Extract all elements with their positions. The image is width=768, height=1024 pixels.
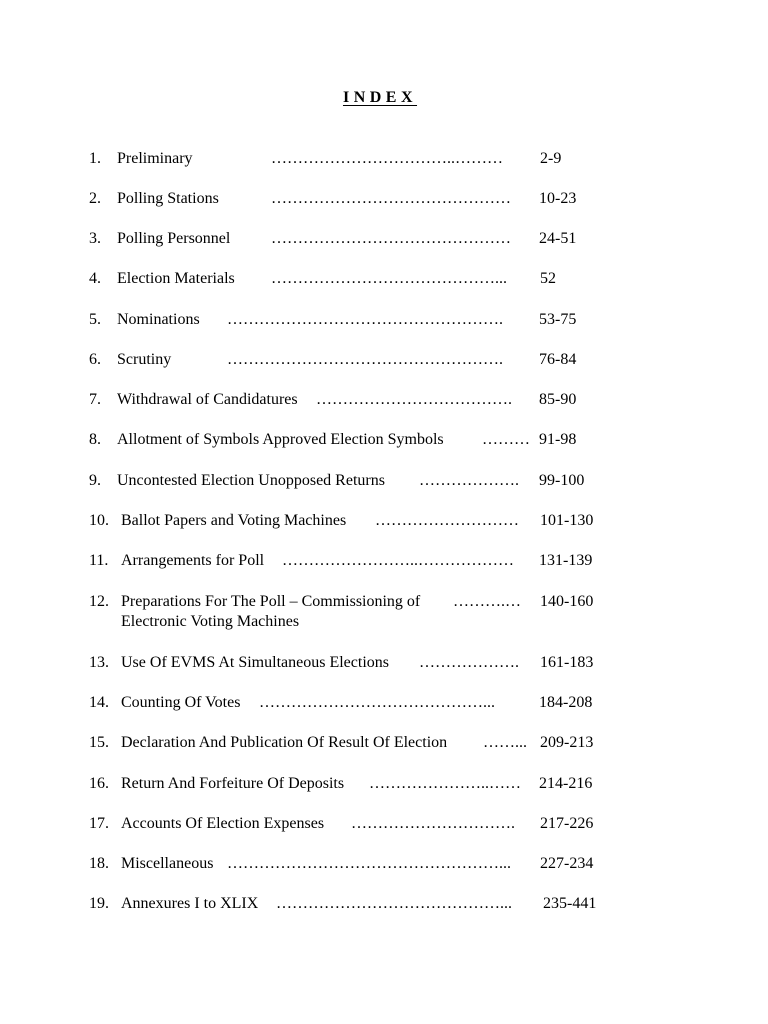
- entry-label: Scrutiny: [117, 351, 172, 368]
- entry-pages: 217-226: [540, 815, 594, 832]
- entry-pages: 24-51: [539, 230, 577, 247]
- toc-entry-7: [0, 389, 768, 411]
- toc-entry-15: [0, 732, 768, 754]
- entry-pages: 52: [540, 270, 556, 287]
- entry-number: 10.: [89, 512, 109, 529]
- entry-label: Preliminary: [117, 150, 193, 167]
- entry-label: Allotment of Symbols Approved Election Symbols: [117, 431, 444, 448]
- entry-number: 2.: [89, 190, 101, 207]
- entry-number: 8.: [89, 431, 101, 448]
- toc-entry-4: [0, 268, 768, 290]
- entry-number: 18.: [89, 855, 109, 872]
- dot-leader: ……………….: [419, 472, 519, 489]
- entry-label: Counting Of Votes: [121, 694, 241, 711]
- dot-leader: ……………………………..………: [271, 150, 503, 167]
- entry-label: Polling Personnel: [117, 230, 231, 247]
- entry-number: 16.: [89, 775, 109, 792]
- entry-pages: 85-90: [539, 391, 577, 408]
- toc-entry-14: [0, 692, 768, 714]
- entry-label-continuation: Electronic Voting Machines: [121, 613, 300, 630]
- dot-leader: ……….…: [453, 593, 521, 610]
- dot-leader: ……………………..………………: [282, 552, 514, 569]
- entry-label: Withdrawal of Candidatures: [117, 391, 298, 408]
- entry-label: Annexures I to XLIX: [121, 895, 259, 912]
- dot-leader: …………………………………………….: [227, 351, 503, 368]
- dot-leader: ………: [482, 431, 530, 448]
- entry-pages: 101-130: [540, 512, 594, 529]
- entry-label: Uncontested Election Unopposed Returns: [117, 472, 385, 489]
- toc-entry-3: [0, 228, 768, 250]
- dot-leader: ……………………………….: [316, 391, 512, 408]
- entry-pages: 91-98: [539, 431, 577, 448]
- toc-entry-12: [0, 591, 768, 633]
- entry-number: 4.: [89, 270, 101, 287]
- entry-label: Ballot Papers and Voting Machines: [121, 512, 347, 529]
- toc-entry-6: [0, 349, 768, 371]
- entry-label: Arrangements for Poll: [121, 552, 265, 569]
- dot-leader: …………………..……: [369, 775, 521, 792]
- entry-number: 17.: [89, 815, 109, 832]
- entry-pages: 131-139: [539, 552, 593, 569]
- toc-entry-16: [0, 773, 768, 795]
- dot-leader: ………………………………………: [271, 190, 511, 207]
- entry-pages: 10-23: [539, 190, 577, 207]
- entry-number: 11.: [89, 552, 109, 569]
- entry-pages: 76-84: [539, 351, 577, 368]
- toc-entry-8: [0, 429, 768, 451]
- dot-leader: ……………………………………...: [276, 895, 512, 912]
- entry-label: Election Materials: [117, 270, 235, 287]
- entry-label: Use Of EVMS At Simultaneous Elections: [121, 654, 389, 671]
- toc-entry-9: [0, 470, 768, 492]
- entry-label: Return And Forfeiture Of Deposits: [121, 775, 345, 792]
- dot-leader: ………………………….: [351, 815, 515, 832]
- entry-label: Declaration And Publication Of Result Of Election: [121, 734, 448, 751]
- entry-pages: 161-183: [540, 654, 594, 671]
- toc-entry-5: [0, 309, 768, 331]
- entry-number: 14.: [89, 694, 109, 711]
- dot-leader: ……………………………………...: [259, 694, 495, 711]
- entry-label: Accounts Of Election Expenses: [121, 815, 325, 832]
- entry-pages: 227-234: [540, 855, 594, 872]
- toc-entry-10: [0, 510, 768, 532]
- toc-entry-13: [0, 652, 768, 674]
- entry-pages: 235-441: [543, 895, 597, 912]
- toc-entry-11: [0, 550, 768, 572]
- toc-entry-1: [0, 148, 768, 170]
- entry-pages: 184-208: [539, 694, 593, 711]
- dot-leader: ……………….: [419, 654, 519, 671]
- entry-pages: 140-160: [540, 593, 594, 610]
- entry-number: 9.: [89, 472, 101, 489]
- dot-leader: ……...: [483, 734, 527, 751]
- entry-pages: 214-216: [539, 775, 593, 792]
- dot-leader: ……………………………………...: [271, 270, 507, 287]
- entry-number: 1.: [89, 150, 101, 167]
- entry-label: Preparations For The Poll – Commissioning of: [121, 593, 421, 610]
- entry-number: 12.: [89, 593, 109, 610]
- entry-label: Polling Stations: [117, 190, 219, 207]
- entry-number: 13.: [89, 654, 109, 671]
- toc-entry-17: [0, 813, 768, 835]
- index-title: INDEX: [342, 89, 418, 106]
- toc-entry-19: [0, 893, 768, 915]
- entry-number: 15.: [89, 734, 109, 751]
- toc-entry-2: [0, 188, 768, 210]
- entry-pages: 99-100: [539, 472, 585, 489]
- entry-label: Miscellaneous: [121, 855, 214, 872]
- dot-leader: ………………………………………: [271, 230, 511, 247]
- entry-pages: 209-213: [540, 734, 594, 751]
- dot-leader: ………………………: [375, 512, 519, 529]
- entry-pages: 2-9: [540, 150, 562, 167]
- entry-number: 5.: [89, 311, 101, 328]
- dot-leader: ……………………………………………...: [227, 855, 511, 872]
- entry-number: 6.: [89, 351, 101, 368]
- entry-number: 3.: [89, 230, 101, 247]
- toc-entry-18: [0, 853, 768, 875]
- entry-label: Nominations: [117, 311, 200, 328]
- dot-leader: …………………………………………….: [227, 311, 503, 328]
- entry-number: 19.: [89, 895, 109, 912]
- entry-number: 7.: [89, 391, 101, 408]
- entry-pages: 53-75: [539, 311, 577, 328]
